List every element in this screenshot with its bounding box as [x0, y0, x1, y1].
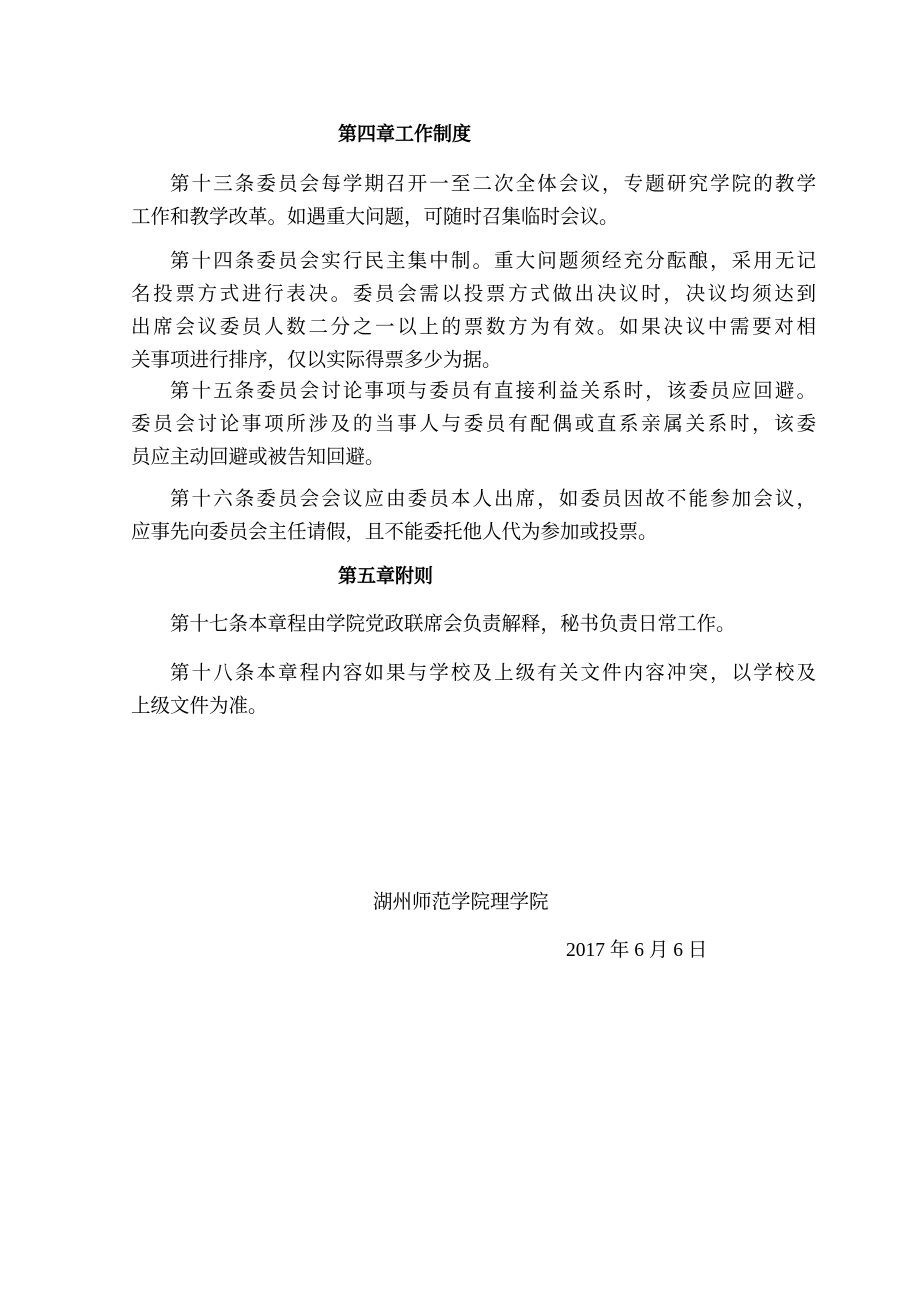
article-14-line-1: 第十四条委员会实行民主集中制。重大问题须经充分酝酿，采用无记: [170, 249, 816, 272]
article-14: [131, 244, 816, 376]
article-15-line-2: 委员会讨论事项所涉及的当事人与委员有配偶或直系亲属关系时，该委: [131, 412, 816, 435]
article-18-line-1: 第十八条本章程内容如果与学校及上级有关文件内容冲突，以学校及: [170, 661, 816, 684]
signature-date: 2017 年 6 月 6 日: [566, 940, 708, 961]
article-13-line-2: 工作和教学改革。如遇重大问题，可随时召集临时会议。: [131, 205, 619, 228]
article-15-line-1: 第十五条委员会讨论事项与委员有直接利益关系时，该委员应回避。: [170, 379, 816, 402]
article-14-line-3: 出席会议委员人数二分之一以上的票数方为有效。如果决议中需要对相: [131, 315, 816, 338]
article-15: [131, 374, 816, 473]
article-16: [131, 482, 816, 548]
signature-organization: 湖州师范学院理学院: [373, 890, 549, 913]
article-17: [131, 607, 816, 640]
article-16-line-2: 应事先向委员会主任请假，且不能委托他人代为参加或投票。: [131, 520, 658, 543]
chapter-5-heading: 第五章附则: [338, 565, 434, 587]
article-18: [131, 656, 816, 722]
article-14-line-2: 名投票方式进行表决。委员会需以投票方式做出决议时，决议均须达到: [131, 282, 816, 305]
article-13: [131, 167, 816, 233]
article-16-line-1: 第十六条委员会会议应由委员本人出席，如委员因故不能参加会议，: [170, 487, 816, 510]
article-18-line-2: 上级文件为准。: [131, 694, 268, 717]
article-13-line-1: 第十三条委员会每学期召开一至二次全体会议，专题研究学院的教学: [170, 172, 816, 195]
article-15-line-3: 员应主动回避或被告知回避。: [131, 445, 385, 468]
article-17-line-1: 第十七条本章程由学院党政联席会负责解释，秘书负责日常工作。: [170, 612, 736, 635]
article-14-line-4: 关事项进行排序，仅以实际得票多少为据。: [131, 348, 502, 371]
chapter-4-heading: 第四章工作制度: [338, 123, 472, 145]
